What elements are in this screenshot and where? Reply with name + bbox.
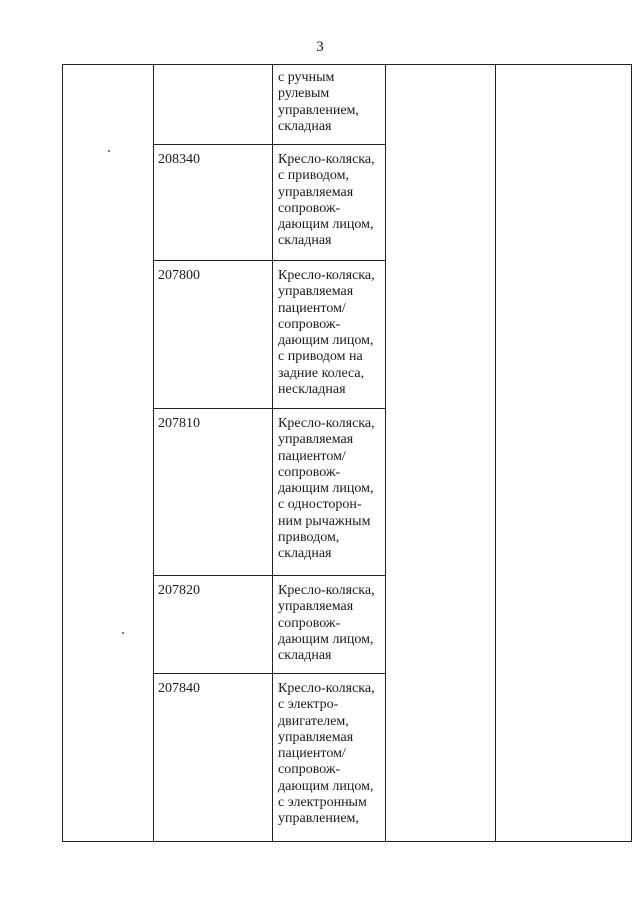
column-divider (495, 65, 496, 841)
table-row-name: Кресло-коляска, с приводом, управляемая сопровож- дающим лицом, складная (278, 152, 375, 249)
table-row-code: 208340 (158, 152, 200, 167)
scan-speck (108, 150, 110, 152)
row-divider (153, 260, 385, 261)
row-divider (153, 408, 385, 409)
scan-speck (122, 632, 124, 634)
page-number: 3 (316, 39, 324, 55)
table-row-code: 207800 (158, 268, 200, 283)
table-row-code: 207810 (158, 416, 200, 431)
table-row-name: с ручным рулевым управлением, складная (278, 70, 359, 134)
table-row-name: Кресло-коляска, управляемая пациентом/ сопровож- дающим лицом, с односторон- ним рычажным приводом, складная (278, 416, 375, 562)
table-row-code: 207840 (158, 681, 200, 696)
table-row-name: Кресло-коляска, управляемая пациентом/ сопровож- дающим лицом, с приводом на задние колеса, нескладная (278, 268, 375, 398)
table-row-code: 207820 (158, 583, 200, 598)
row-divider (153, 144, 385, 145)
column-divider (272, 65, 273, 841)
row-divider (153, 673, 385, 674)
row-divider (153, 575, 385, 576)
table-row-name: Кресло-коляска, управляемая сопровож- дающим лицом, складная (278, 583, 375, 664)
column-divider (153, 65, 154, 841)
document-table (62, 64, 632, 842)
table-row-name: Кресло-коляска, с электро- двигателем, управляемая пациентом/ сопровож- дающим лицом, с электронным управлением, (278, 681, 375, 827)
